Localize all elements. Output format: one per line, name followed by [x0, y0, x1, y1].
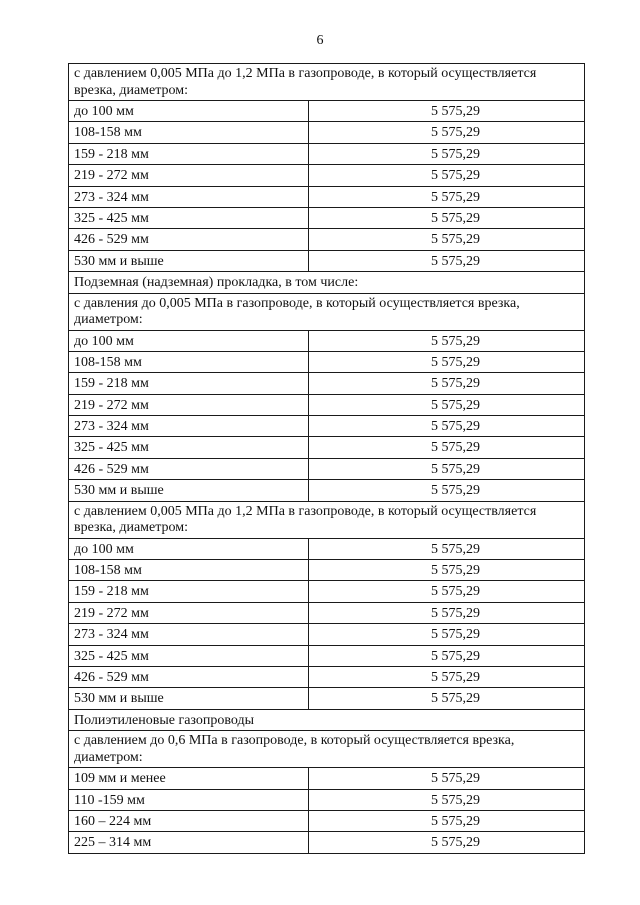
diameter-cell: до 100 мм [69, 101, 309, 121]
diameter-cell: 159 - 218 мм [69, 373, 309, 393]
table-row [69, 560, 584, 581]
price-cell: 5 575,29 [431, 648, 480, 664]
table-row [69, 437, 584, 458]
table-row [69, 187, 584, 208]
table-row [69, 624, 584, 645]
diameter-cell: 109 мм и менее [69, 768, 309, 788]
diameter-cell: 108-158 мм [69, 560, 309, 580]
table-row [69, 480, 584, 501]
price-cell: 5 575,29 [431, 210, 480, 226]
table-row [69, 581, 584, 602]
price-cell: 5 575,29 [431, 168, 480, 184]
diameter-cell: до 100 мм [69, 331, 309, 351]
price-cell: 5 575,29 [431, 125, 480, 141]
price-cell: 5 575,29 [431, 483, 480, 499]
table-row [69, 646, 584, 667]
page-number: 6 [316, 33, 324, 48]
table-row [69, 832, 584, 853]
diameter-cell: 530 мм и выше [69, 480, 309, 500]
price-cell: 5 575,29 [431, 104, 480, 119]
table-row [69, 165, 584, 186]
diameter-cell: 273 - 324 мм [69, 416, 309, 436]
price-cell: 5 575,29 [431, 146, 480, 162]
price-cell: 5 575,29 [431, 605, 480, 621]
diameter-cell: 110 -159 мм [69, 790, 309, 810]
diameter-cell: 325 - 425 мм [69, 437, 309, 457]
table-row [69, 539, 584, 560]
diameter-cell: 219 - 272 мм [69, 603, 309, 623]
price-cell: 5 575,29 [431, 771, 480, 787]
price-cell: 5 575,29 [431, 835, 480, 851]
diameter-cell: 530 мм и выше [69, 251, 309, 271]
price-cell: 5 575,29 [431, 813, 480, 829]
diameter-cell: 159 - 218 мм [69, 581, 309, 601]
section-heading: Полиэтиленовые газопроводы [69, 710, 584, 731]
price-cell: 5 575,29 [431, 376, 480, 392]
price-cell: 5 575,29 [431, 669, 480, 685]
price-cell: 5 575,29 [431, 627, 480, 643]
diameter-cell: 160 – 224 мм [69, 811, 309, 831]
table-subheader: с давления до 0,005 МПа в газопроводе, в который осуществляется врезка, диаметром: [69, 294, 584, 331]
diameter-cell: 108-158 мм [69, 352, 309, 372]
table-row [69, 331, 584, 352]
price-cell: 5 575,29 [431, 253, 480, 269]
price-cell: 5 575,29 [431, 333, 480, 349]
price-cell: 5 575,29 [431, 232, 480, 248]
diameter-cell: 159 - 218 мм [69, 144, 309, 164]
table-row [69, 790, 584, 811]
table-row [69, 122, 584, 143]
price-cell: 5 575,29 [431, 461, 480, 477]
price-cell: 5 575,29 [431, 563, 480, 579]
table-subheader: с давлением 0,005 МПа до 1,2 МПа в газопроводе, в который осуществляется врезка, диаметром: [69, 64, 584, 101]
price-cell: 5 575,29 [431, 419, 480, 435]
table-row [69, 101, 584, 122]
diameter-cell: 325 - 425 мм [69, 208, 309, 228]
table-subheader: с давлением до 0,6 МПа в газопроводе, в который осуществляется врезка, диаметром: [69, 731, 584, 768]
diameter-cell: 273 - 324 мм [69, 187, 309, 207]
table-row [69, 251, 584, 272]
price-cell: 5 575,29 [431, 354, 480, 370]
price-cell: 5 575,29 [431, 584, 480, 600]
diameter-cell: до 100 мм [69, 539, 309, 559]
table-row [69, 352, 584, 373]
table-row [69, 459, 584, 480]
table-row [69, 416, 584, 437]
table-row [69, 768, 584, 789]
table-row [69, 603, 584, 624]
diameter-cell: 426 - 529 мм [69, 459, 309, 479]
diameter-cell: 530 мм и выше [69, 688, 309, 708]
diameter-cell: 219 - 272 мм [69, 395, 309, 415]
price-cell: 5 575,29 [431, 189, 480, 205]
table-row [69, 229, 584, 250]
price-cell: 5 575,29 [431, 541, 480, 557]
diameter-cell: 325 - 425 мм [69, 646, 309, 666]
table-row [69, 811, 584, 832]
diameter-cell: 426 - 529 мм [69, 667, 309, 687]
table-row [69, 688, 584, 709]
table-row [69, 373, 584, 394]
price-cell: 5 575,29 [431, 792, 480, 808]
diameter-cell: 219 - 272 мм [69, 165, 309, 185]
price-cell: 5 575,29 [431, 691, 480, 707]
section-heading: Подземная (надземная) прокладка, в том числе: [69, 272, 584, 293]
table-row [69, 395, 584, 416]
diameter-cell: 273 - 324 мм [69, 624, 309, 644]
price-cell: 5 575,29 [431, 397, 480, 413]
diameter-cell: 108-158 мм [69, 122, 309, 142]
table-row [69, 667, 584, 688]
diameter-cell: 225 – 314 мм [69, 832, 309, 852]
table-subheader: с давлением 0,005 МПа до 1,2 МПа в газопроводе, в который осуществляется врезка, диаметром: [69, 502, 584, 539]
tariff-table [68, 63, 585, 854]
table-row [69, 208, 584, 229]
price-cell: 5 575,29 [431, 440, 480, 456]
table-row [69, 144, 584, 165]
diameter-cell: 426 - 529 мм [69, 229, 309, 249]
